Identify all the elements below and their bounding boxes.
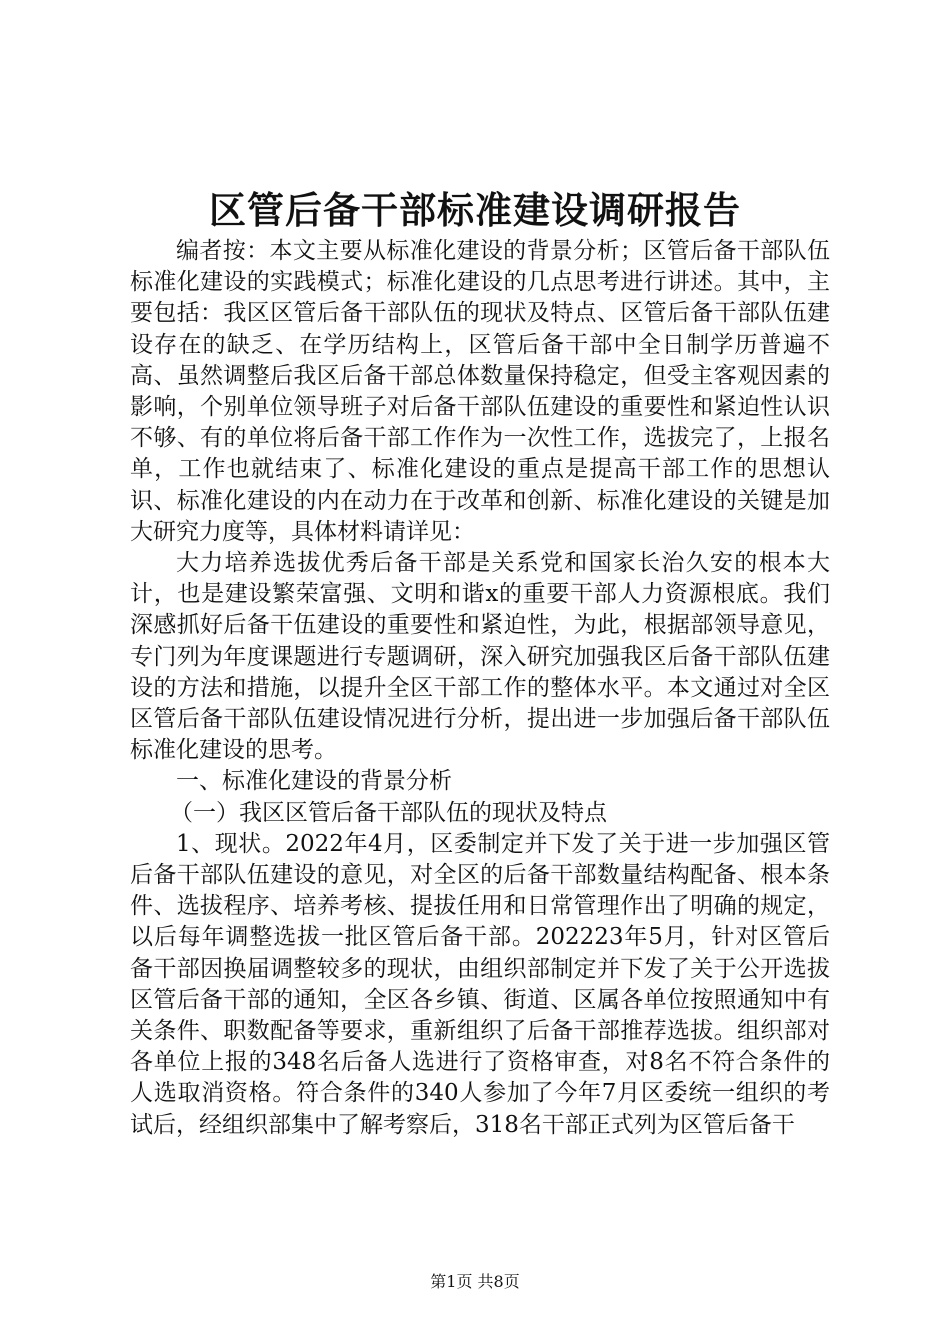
section-heading: 一、标准化建设的背景分析 — [176, 768, 452, 795]
page-title: 区管后备干部标准建设调研报告 — [209, 188, 741, 232]
editor-note-paragraph: 编者按：本文主要从标准化建设的背景分析；区管后备干部队伍标准化建设的实践模式；标准化建设的几点思考进行讲述。其中，主要包括：我区区管后备干部队伍的现状及特点、区管后备干部队伍建设存在的缺乏、在学历结构上，区管后备干部中全日制学历普遍不高、虽然调整后我区后备干部总体数量保持稳定，但受主客观因素的影响，个别单位领导班子对后备干部队伍建设的重要性和紧迫性认识不够、有的单位将后备干部工作作为一次性工作，选拔完了，上报名单，工作也就结束了、标准化建设的重点是提高干部工作的思想认识、标准化建设的内在动力在于改革和创新、标准化建设的关键是加大研究力度等，具体材料请详见： — [130, 238, 830, 545]
subsection-heading: （一）我区区管后备干部队伍的现状及特点 — [170, 799, 607, 826]
intro-paragraph: 大力培养选拔优秀后备干部是关系党和国家长治久安的根本大计，也是建设繁荣富强、文明和谐x的重要干部人力资源根底。我们深感抓好后备干伍建设的重要性和紧迫性，为此，根据部领导意见，专门列为年度课题进行专题调研，深入研究加强我区后备干部队伍建设的方法和措施，以提升全区干部工作的整体水平。本文通过对全区区管后备干部队伍建设情况进行分析，提出进一步加强后备干部队伍标准化建设的思考。 — [130, 550, 830, 764]
status-paragraph: 1、现状。2022年4月，区委制定并下发了关于进一步加强区管后备干部队伍建设的意见，对全区的后备干部数量结构配备、根本条件、选拔程序、培养考核、提拔任用和日常管理作出了明确的规定，以后每年调整选拔一批区管后备干部。202223年5月，针对区管后备干部因换届调整较多的现状，由组织部制定并下发了关于公开选拔区管后备干部的通知，全区各乡镇、街道、区属各单位按照通知中有关条件、职数配备等要求，重新组织了后备干部推荐选拔。组织部对各单位上报的348名后备人选进行了资格审查，对8名不符合条件的人选取消资格。符合条件的340人参加了今年7月区委统一组织的考试后，经组织部集中了解考察后，318名干部正式列为区管后备干 — [130, 830, 830, 1138]
document-body — [130, 236, 830, 1141]
page-number: 第1页 共8页 — [430, 1272, 520, 1291]
